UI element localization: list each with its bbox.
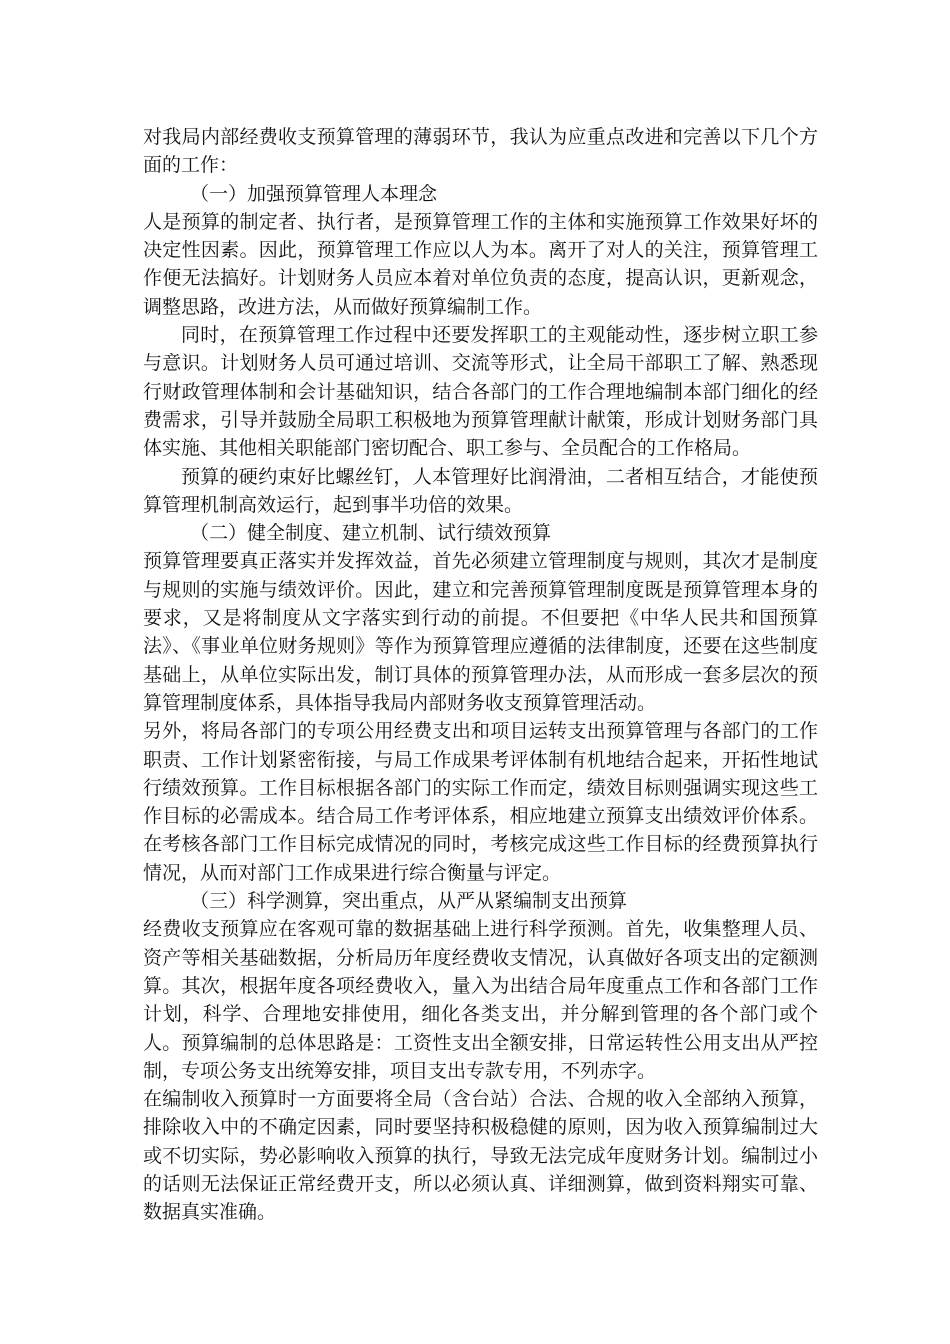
body-paragraph: 在编制收入预算时一方面要将全局（含台站）合法、合规的收入全部纳入预算，排除收入中的不确定因素，同时要坚持积极稳健的原则，因为收入预算编制过大或不切实际，势必影响收入预算的执行，导致无法完成年度财务计划。编制过小的话则无法保证正常经费开支，所以必须认真、详细测算，做到资料翔实可靠、数据真实准确。 (143, 1088, 818, 1224)
section-heading-2: （二）健全制度、建立机制、试行绩效预算 (190, 522, 552, 545)
body-paragraph: 另外，将局各部门的专项公用经费支出和项目运转支出预算管理与各部门的工作职责、工作计划紧密衔接，与局工作成果考评体制有机地结合起来，开拓性地试行绩效预算。工作目标根据各部门的实际工作而定，绩效目标则强调实现这些工作目标的必需成本。结合局工作考评体系，相应地建立预算支出绩效评价体系。在考核各部门工作目标完成情况的同时，考核完成这些工作目标的经费预算执行情况，从而对部门工作成果进行综合衡量与评定。 (143, 720, 818, 884)
section-heading-1: （一）加强预算管理人本理念 (190, 182, 438, 205)
section-heading-3: （三）科学测算，突出重点，从严从紧编制支出预算 (190, 890, 628, 913)
body-paragraph: 预算管理要真正落实并发挥效益，首先必须建立管理制度与规则，其次才是制度与规则的实施与绩效评价。因此，建立和完善预算管理制度既是预算管理本身的要求，又是将制度从文字落实到行动的前提。不但要把《中华人民共和国预算法》、《事业单位财务规则》等作为预算管理应遵循的法律制度，还要在这些制度基础上，从单位实际出发，制订具体的预算管理办法，从而形成一套多层次的预算管理制度体系，具体指导我局内部财务收支预算管理活动。 (143, 550, 818, 714)
body-paragraph: 同时，在预算管理工作过程中还要发挥职工的主观能动性，逐步树立职工参与意识。计划财务人员可通过培训、交流等形式，让全局干部职工了解、熟悉现行财政管理体制和会计基础知识，结合各部门的工作合理地编制本部门细化的经费需求，引导并鼓励全局职工积极地为预算管理献计献策，形成计划财务部门具体实施、其他相关职能部门密切配合、职工参与、全员配合的工作格局。 (143, 324, 818, 460)
body-paragraph: 预算的硬约束好比螺丝钉，人本管理好比润滑油，二者相互结合，才能使预算管理机制高效运行，起到事半功倍的效果。 (143, 465, 818, 516)
body-paragraph: 经费收支预算应在客观可靠的数据基础上进行科学预测。首先，收集整理人员、资产等相关基础数据，分析局历年度经费收支情况，认真做好各项支出的定额测算。其次，根据年度各项经费收入，量入为出结合局年度重点工作和各部门工作计划，科学、合理地安排使用，细化各类支出，并分解到管理的各个部门或个人。预算编制的总体思路是：工资性支出全额安排，日常运转性公用支出从严控制，专项公务支出统筹安排，项目支出专款专用，不列赤字。 (143, 918, 818, 1082)
intro-paragraph: 对我局内部经费收支预算管理的薄弱环节，我认为应重点改进和完善以下几个方面的工作： (143, 126, 818, 177)
body-paragraph: 人是预算的制定者、执行者，是预算管理工作的主体和实施预算工作效果好坏的决定性因素。因此，预算管理工作应以人为本。离开了对人的关注，预算管理工作便无法搞好。计划财务人员应本着对单位负责的态度，提高认识，更新观念，调整思路，改进方法，从而做好预算编制工作。 (143, 210, 818, 318)
document-page (143, 123, 818, 1227)
